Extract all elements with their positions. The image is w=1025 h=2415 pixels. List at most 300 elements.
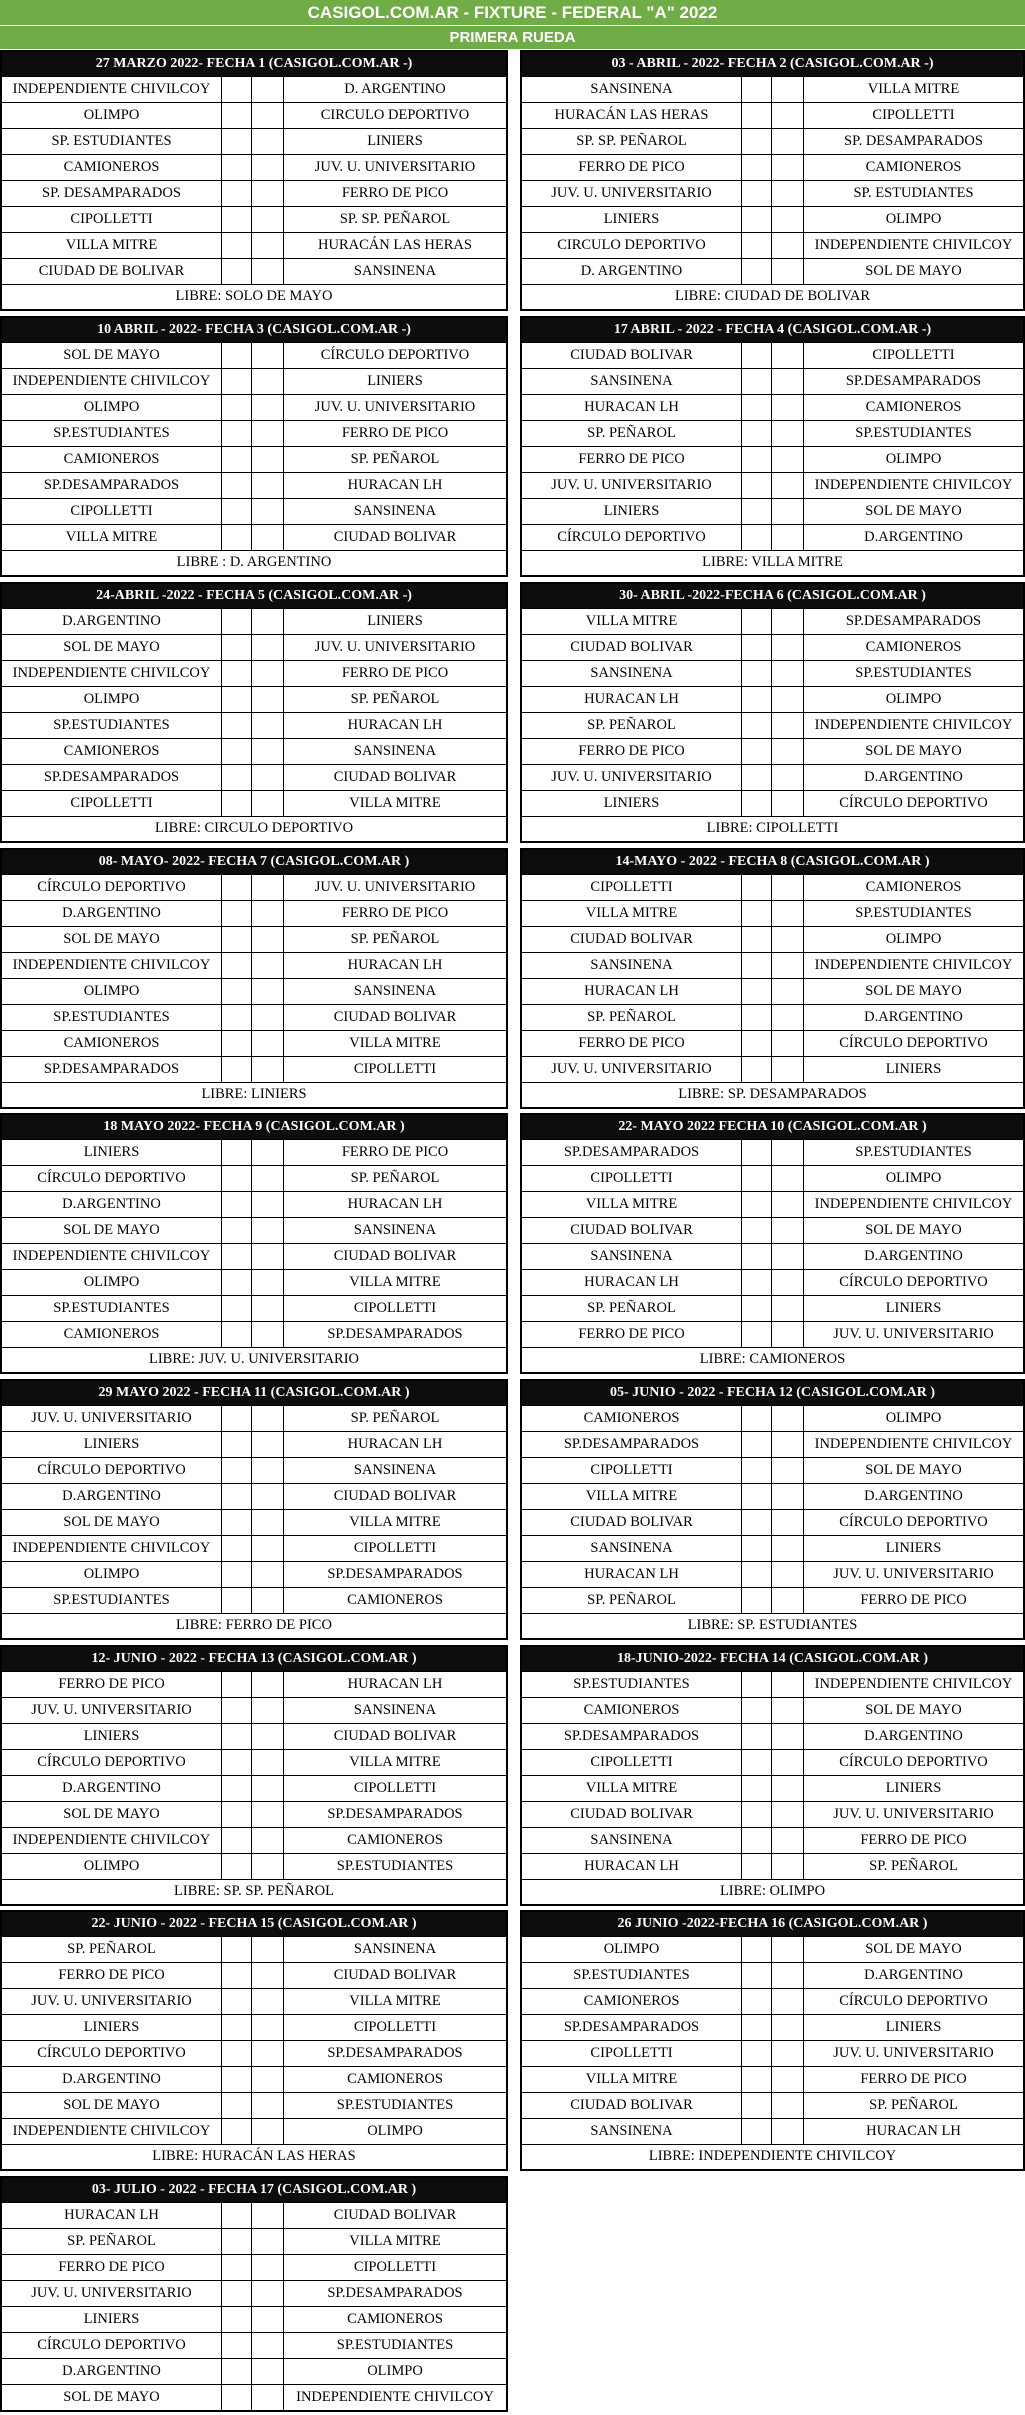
home-score-cell xyxy=(222,713,252,738)
home-score-cell xyxy=(222,687,252,712)
away-team: CIUDAD BOLIVAR xyxy=(333,1488,457,1504)
match-row xyxy=(522,1321,1023,1347)
match-row xyxy=(2,2306,506,2332)
match-row xyxy=(522,874,1023,900)
away-team: CIUDAD BOLIVAR xyxy=(333,2207,457,2223)
home-score-cell xyxy=(222,2281,252,2306)
home-team: CAMIONEROS xyxy=(2,447,222,472)
away-team: LINIERS xyxy=(885,1061,942,1077)
away-score-cell xyxy=(772,1218,804,1243)
home-score-cell xyxy=(222,635,252,660)
match-row xyxy=(522,524,1023,550)
home-score-cell xyxy=(742,421,772,446)
match-row xyxy=(522,1004,1023,1030)
away-team: SP.DESAMPARADOS xyxy=(845,373,982,389)
home-team: HURACAN LH xyxy=(522,1854,742,1879)
home-team: SP. PEÑAROL xyxy=(2,2229,222,2254)
away-team: SP. PEÑAROL xyxy=(350,1170,440,1186)
away-score-cell xyxy=(252,1672,284,1697)
home-team: JUV. U. UNIVERSITARIO xyxy=(2,1406,222,1431)
match-row xyxy=(522,1405,1023,1431)
away-score-cell xyxy=(772,1776,804,1801)
match-row xyxy=(522,368,1023,394)
away-score-cell xyxy=(772,687,804,712)
home-team: VILLA MITRE xyxy=(522,1776,742,1801)
away-team: LINIERS xyxy=(885,2019,942,2035)
match-row xyxy=(2,1243,506,1269)
away-score-cell xyxy=(772,1458,804,1483)
away-score-cell xyxy=(772,953,804,978)
home-team: D.ARGENTINO xyxy=(2,1484,222,1509)
home-team: HURACÁN LAS HERAS xyxy=(522,103,742,128)
home-team: CAMIONEROS xyxy=(2,739,222,764)
fecha-title: 26 JUNIO -2022-FECHA 16 (CASIGOL.COM.AR ) xyxy=(522,1912,1023,1936)
away-score-cell xyxy=(252,1140,284,1165)
match-row xyxy=(522,1587,1023,1613)
away-score-cell xyxy=(772,1270,804,1295)
libre-team: LIBRE: SP. ESTUDIANTES xyxy=(522,1613,1023,1638)
match-row xyxy=(2,1697,506,1723)
match-row xyxy=(522,258,1023,284)
match-row xyxy=(2,1962,506,1988)
away-score-cell xyxy=(772,1244,804,1269)
match-row xyxy=(2,1295,506,1321)
home-score-cell xyxy=(742,1192,772,1217)
home-score-cell xyxy=(742,2067,772,2092)
away-team: FERRO DE PICO xyxy=(860,1592,967,1608)
match-row xyxy=(522,1723,1023,1749)
home-score-cell xyxy=(742,875,772,900)
away-score-cell xyxy=(252,635,284,660)
away-score-cell xyxy=(252,1510,284,1535)
home-score-cell xyxy=(222,875,252,900)
match-row xyxy=(2,1561,506,1587)
fecha-block xyxy=(0,1910,508,2171)
match-row xyxy=(522,634,1023,660)
home-score-cell xyxy=(222,1432,252,1457)
match-row xyxy=(522,232,1023,258)
match-row xyxy=(2,498,506,524)
away-score-cell xyxy=(252,207,284,232)
match-row xyxy=(2,2092,506,2118)
away-score-cell xyxy=(772,129,804,154)
match-row xyxy=(522,446,1023,472)
away-score-cell xyxy=(772,1536,804,1561)
away-score-cell xyxy=(772,1140,804,1165)
home-team: LINIERS xyxy=(2,1432,222,1457)
home-score-cell xyxy=(742,1244,772,1269)
match-row xyxy=(522,1535,1023,1561)
fecha-title: 22- JUNIO - 2022 - FECHA 15 (CASIGOL.COM.AR ) xyxy=(2,1912,506,1936)
libre-team: LIBRE: CAMIONEROS xyxy=(522,1347,1023,1372)
away-team: CÍRCULO DEPORTIVO xyxy=(839,1035,988,1051)
away-team: SP.DESAMPARADOS xyxy=(327,1566,463,1582)
match-row xyxy=(522,686,1023,712)
match-row xyxy=(2,524,506,550)
match-row xyxy=(522,1962,1023,1988)
away-team: SP. PEÑAROL xyxy=(350,931,440,947)
away-team: D.ARGENTINO xyxy=(864,1967,963,1983)
match-row xyxy=(2,952,506,978)
home-team: LINIERS xyxy=(2,1140,222,1165)
match-row xyxy=(522,1431,1023,1457)
home-score-cell xyxy=(742,447,772,472)
match-row xyxy=(522,926,1023,952)
home-team: OLIMPO xyxy=(2,1854,222,1879)
away-score-cell xyxy=(252,1588,284,1613)
fecha-block xyxy=(0,50,508,311)
home-score-cell xyxy=(222,2385,252,2410)
away-team: SP.DESAMPARADOS xyxy=(327,2045,463,2061)
away-score-cell xyxy=(772,395,804,420)
match-row xyxy=(2,900,506,926)
away-team: SP.DESAMPARADOS xyxy=(327,1326,463,1342)
match-row xyxy=(522,2040,1023,2066)
away-score-cell xyxy=(252,233,284,258)
home-score-cell xyxy=(742,369,772,394)
fecha-block xyxy=(0,316,508,577)
away-score-cell xyxy=(772,2041,804,2066)
match-row xyxy=(522,1671,1023,1697)
fecha-block xyxy=(520,1910,1025,2171)
home-score-cell xyxy=(222,233,252,258)
away-score-cell xyxy=(252,259,284,284)
home-score-cell xyxy=(742,1432,772,1457)
match-row xyxy=(2,790,506,816)
home-team: SP.DESAMPARADOS xyxy=(2,1057,222,1082)
home-team: CAMIONEROS xyxy=(522,1698,742,1723)
away-team: CAMIONEROS xyxy=(865,879,962,895)
match-row xyxy=(2,686,506,712)
away-score-cell xyxy=(772,2015,804,2040)
home-score-cell xyxy=(222,103,252,128)
away-score-cell xyxy=(252,499,284,524)
fecha-title: 08- MAYO- 2022- FECHA 7 (CASIGOL.COM.AR ) xyxy=(2,850,506,874)
away-team: CÍRCULO DEPORTIVO xyxy=(839,1514,988,1530)
away-team: OLIMPO xyxy=(885,691,942,707)
home-team: INDEPENDIENTE CHIVILCOY xyxy=(2,1244,222,1269)
home-score-cell xyxy=(222,1057,252,1082)
home-team: SP.DESAMPARADOS xyxy=(522,2015,742,2040)
home-team: CIUDAD BOLIVAR xyxy=(522,343,742,368)
away-team: CIPOLLETTI xyxy=(353,1780,437,1796)
match-row xyxy=(522,1217,1023,1243)
home-team: SP. PEÑAROL xyxy=(522,421,742,446)
home-score-cell xyxy=(222,499,252,524)
fecha-title: 12- JUNIO - 2022 - FECHA 13 (CASIGOL.COM.AR ) xyxy=(2,1647,506,1671)
home-team: SANSINENA xyxy=(522,2119,742,2144)
match-row xyxy=(2,2014,506,2040)
libre-team: LIBRE: HURACÁN LAS HERAS xyxy=(2,2144,506,2169)
home-score-cell xyxy=(222,2333,252,2358)
away-team: JUV. U. UNIVERSITARIO xyxy=(314,399,476,415)
away-team: INDEPENDIENTE CHIVILCOY xyxy=(814,1436,1013,1452)
away-team: CAMIONEROS xyxy=(347,2311,443,2327)
home-score-cell xyxy=(222,369,252,394)
home-team: SP.ESTUDIANTES xyxy=(2,421,222,446)
home-team: JUV. U. UNIVERSITARIO xyxy=(522,765,742,790)
home-score-cell xyxy=(742,1296,772,1321)
away-score-cell xyxy=(252,2203,284,2228)
away-score-cell xyxy=(772,525,804,550)
home-team: D.ARGENTINO xyxy=(2,1192,222,1217)
home-score-cell xyxy=(222,1166,252,1191)
away-score-cell xyxy=(252,1031,284,1056)
match-row xyxy=(2,1801,506,1827)
fecha-title: 22- MAYO 2022 FECHA 10 (CASIGOL.COM.AR ) xyxy=(522,1115,1023,1139)
away-score-cell xyxy=(772,1802,804,1827)
away-team: VILLA MITRE xyxy=(349,795,441,811)
away-team: LINIERS xyxy=(885,1300,942,1316)
home-team: SP.ESTUDIANTES xyxy=(2,1296,222,1321)
home-score-cell xyxy=(742,103,772,128)
home-score-cell xyxy=(222,2119,252,2144)
home-team: HURACAN LH xyxy=(522,1270,742,1295)
match-row xyxy=(2,342,506,368)
home-team: CIUDAD BOLIVAR xyxy=(522,1802,742,1827)
away-team: LINIERS xyxy=(367,613,423,629)
away-score-cell xyxy=(252,2015,284,2040)
match-row xyxy=(2,1853,506,1879)
away-team: VILLA MITRE xyxy=(867,81,960,97)
home-team: CIUDAD BOLIVAR xyxy=(522,635,742,660)
away-team: CÍRCULO DEPORTIVO xyxy=(839,1993,988,2009)
away-score-cell xyxy=(772,1322,804,1347)
home-team: CIUDAD BOLIVAR xyxy=(522,927,742,952)
away-team: CIPOLLETTI xyxy=(353,1061,437,1077)
away-score-cell xyxy=(252,395,284,420)
away-team: SP.ESTUDIANTES xyxy=(336,2097,454,2113)
home-score-cell xyxy=(222,395,252,420)
away-team: CAMIONEROS xyxy=(865,399,962,415)
match-row xyxy=(2,1535,506,1561)
match-row xyxy=(2,1056,506,1082)
match-row xyxy=(522,1165,1023,1191)
home-score-cell xyxy=(742,343,772,368)
match-row xyxy=(522,1509,1023,1535)
match-row xyxy=(2,368,506,394)
home-team: SP. PEÑAROL xyxy=(522,713,742,738)
away-team: CÍRCULO DEPORTIVO xyxy=(839,1274,988,1290)
match-row xyxy=(2,420,506,446)
away-team: SANSINENA xyxy=(353,503,437,519)
away-team: SP.ESTUDIANTES xyxy=(336,2337,454,2353)
fecha-block xyxy=(0,582,508,843)
away-score-cell xyxy=(252,2385,284,2410)
home-score-cell xyxy=(742,1218,772,1243)
home-score-cell xyxy=(222,525,252,550)
match-row xyxy=(522,1269,1023,1295)
away-team: SP. SP. PEÑAROL xyxy=(339,211,451,227)
match-row xyxy=(522,2092,1023,2118)
away-score-cell xyxy=(252,1989,284,2014)
away-score-cell xyxy=(252,1536,284,1561)
home-score-cell xyxy=(222,1244,252,1269)
away-team: CAMIONEROS xyxy=(347,1832,443,1848)
home-team: D. ARGENTINO xyxy=(522,259,742,284)
home-score-cell xyxy=(222,1854,252,1879)
fecha-block xyxy=(520,848,1025,1109)
match-row xyxy=(522,180,1023,206)
away-team: INDEPENDIENTE CHIVILCOY xyxy=(814,477,1013,493)
away-team: SOL DE MAYO xyxy=(865,1702,962,1718)
away-score-cell xyxy=(252,2255,284,2280)
home-team: HURACAN LH xyxy=(522,395,742,420)
libre-team: LIBRE: FERRO DE PICO xyxy=(2,1613,506,1638)
home-score-cell xyxy=(222,2255,252,2280)
home-score-cell xyxy=(222,1192,252,1217)
home-team: SP.DESAMPARADOS xyxy=(522,1140,742,1165)
home-score-cell xyxy=(742,2041,772,2066)
home-team: CIPOLLETTI xyxy=(522,1750,742,1775)
away-score-cell xyxy=(772,1588,804,1613)
match-row xyxy=(2,1269,506,1295)
away-team: D.ARGENTINO xyxy=(864,1248,963,1264)
match-row xyxy=(522,1243,1023,1269)
home-team: CÍRCULO DEPORTIVO xyxy=(2,2041,222,2066)
match-row xyxy=(522,1483,1023,1509)
away-team: SOL DE MAYO xyxy=(865,263,962,279)
away-score-cell xyxy=(252,739,284,764)
fecha-block xyxy=(520,50,1025,311)
match-row xyxy=(2,2066,506,2092)
away-team: JUV. U. UNIVERSITARIO xyxy=(314,639,476,655)
match-row xyxy=(522,1853,1023,1879)
away-team: CAMIONEROS xyxy=(865,639,962,655)
home-team: SP.ESTUDIANTES xyxy=(2,1588,222,1613)
home-score-cell xyxy=(222,1270,252,1295)
match-row xyxy=(2,660,506,686)
away-team: SP.DESAMPARADOS xyxy=(327,1806,463,1822)
away-score-cell xyxy=(772,343,804,368)
away-team: SOL DE MAYO xyxy=(865,1462,962,1478)
away-team: HURACAN LH xyxy=(347,957,443,973)
match-row xyxy=(522,1801,1023,1827)
home-score-cell xyxy=(742,395,772,420)
away-team: FERRO DE PICO xyxy=(341,1144,449,1160)
home-team: CÍRCULO DEPORTIVO xyxy=(2,1750,222,1775)
home-team: SP.ESTUDIANTES xyxy=(2,713,222,738)
away-team: OLIMPO xyxy=(885,1410,942,1426)
away-score-cell xyxy=(252,1218,284,1243)
home-team: SP. ESTUDIANTES xyxy=(2,129,222,154)
away-score-cell xyxy=(252,1406,284,1431)
away-team: CIUDAD BOLIVAR xyxy=(333,1967,457,1983)
fecha-title: 29 MAYO 2022 - FECHA 11 (CASIGOL.COM.AR ) xyxy=(2,1381,506,1405)
away-team: CIPOLLETTI xyxy=(872,347,955,363)
home-team: CÍRCULO DEPORTIVO xyxy=(522,525,742,550)
home-team: CIUDAD DE BOLIVAR xyxy=(2,259,222,284)
match-row xyxy=(522,2066,1023,2092)
home-team: VILLA MITRE xyxy=(2,233,222,258)
home-team: CÍRCULO DEPORTIVO xyxy=(2,1458,222,1483)
home-team: JUV. U. UNIVERSITARIO xyxy=(2,1989,222,2014)
away-score-cell xyxy=(772,1166,804,1191)
match-row xyxy=(2,128,506,154)
match-row xyxy=(522,660,1023,686)
away-score-cell xyxy=(252,687,284,712)
home-score-cell xyxy=(222,765,252,790)
away-team: SANSINENA xyxy=(353,983,437,999)
libre-team: LIBRE: JUV. U. UNIVERSITARIO xyxy=(2,1347,506,1372)
away-score-cell xyxy=(772,1192,804,1217)
home-score-cell xyxy=(742,181,772,206)
match-row xyxy=(522,2014,1023,2040)
away-score-cell xyxy=(252,875,284,900)
away-score-cell xyxy=(252,2359,284,2384)
match-row xyxy=(2,1587,506,1613)
away-score-cell xyxy=(252,2229,284,2254)
away-team: HURACAN LH xyxy=(347,1436,443,1452)
home-score-cell xyxy=(222,661,252,686)
home-score-cell xyxy=(742,259,772,284)
away-team: JUV. U. UNIVERSITARIO xyxy=(833,1326,994,1342)
away-team: SP. ESTUDIANTES xyxy=(853,185,974,201)
away-team: VILLA MITRE xyxy=(349,2233,441,2249)
libre-team: LIBRE: CIRCULO DEPORTIVO xyxy=(2,816,506,841)
away-team: D.ARGENTINO xyxy=(864,1009,963,1025)
home-score-cell xyxy=(222,1937,252,1962)
match-row xyxy=(2,446,506,472)
match-row xyxy=(522,952,1023,978)
away-team: OLIMPO xyxy=(367,2363,423,2379)
away-score-cell xyxy=(772,739,804,764)
match-row xyxy=(2,1749,506,1775)
home-score-cell xyxy=(222,2203,252,2228)
home-score-cell xyxy=(742,1322,772,1347)
away-score-cell xyxy=(772,1057,804,1082)
away-team: JUV. U. UNIVERSITARIO xyxy=(314,159,476,175)
home-score-cell xyxy=(222,1828,252,1853)
home-team: SOL DE MAYO xyxy=(2,343,222,368)
home-team: CIPOLLETTI xyxy=(522,2041,742,2066)
home-score-cell xyxy=(742,1458,772,1483)
libre-team: LIBRE: LINIERS xyxy=(2,1082,506,1107)
home-score-cell xyxy=(222,2041,252,2066)
fecha-block xyxy=(0,848,508,1109)
away-score-cell xyxy=(772,609,804,634)
home-team: SANSINENA xyxy=(522,369,742,394)
match-row xyxy=(522,1988,1023,2014)
away-score-cell xyxy=(772,2093,804,2118)
libre-team: LIBRE: INDEPENDIENTE CHIVILCOY xyxy=(522,2144,1023,2169)
home-score-cell xyxy=(222,1140,252,1165)
home-team: VILLA MITRE xyxy=(2,525,222,550)
away-team: CIPOLLETTI xyxy=(353,2019,437,2035)
home-score-cell xyxy=(742,77,772,102)
away-team: JUV. U. UNIVERSITARIO xyxy=(833,1566,994,1582)
home-team: JUV. U. UNIVERSITARIO xyxy=(2,2281,222,2306)
home-score-cell xyxy=(742,1484,772,1509)
away-team: SP. PEÑAROL xyxy=(350,1410,440,1426)
match-row xyxy=(2,608,506,634)
home-score-cell xyxy=(222,181,252,206)
match-row xyxy=(2,1936,506,1962)
fecha-title: 24-ABRIL -2022 - FECHA 5 (CASIGOL.COM.AR -) xyxy=(2,584,506,608)
away-team: CIRCULO DEPORTIVO xyxy=(320,107,470,123)
away-team: CIUDAD BOLIVAR xyxy=(333,1728,457,1744)
away-score-cell xyxy=(772,1828,804,1853)
away-team: HURACAN LH xyxy=(866,2123,961,2139)
away-score-cell xyxy=(252,129,284,154)
home-score-cell xyxy=(742,1166,772,1191)
home-team: SOL DE MAYO xyxy=(2,1510,222,1535)
away-team: CIUDAD BOLIVAR xyxy=(333,769,457,785)
home-score-cell xyxy=(222,901,252,926)
fecha-title: 17 ABRIL - 2022 - FECHA 4 (CASIGOL.COM.AR -) xyxy=(522,318,1023,342)
home-team: SOL DE MAYO xyxy=(2,927,222,952)
home-score-cell xyxy=(742,1536,772,1561)
